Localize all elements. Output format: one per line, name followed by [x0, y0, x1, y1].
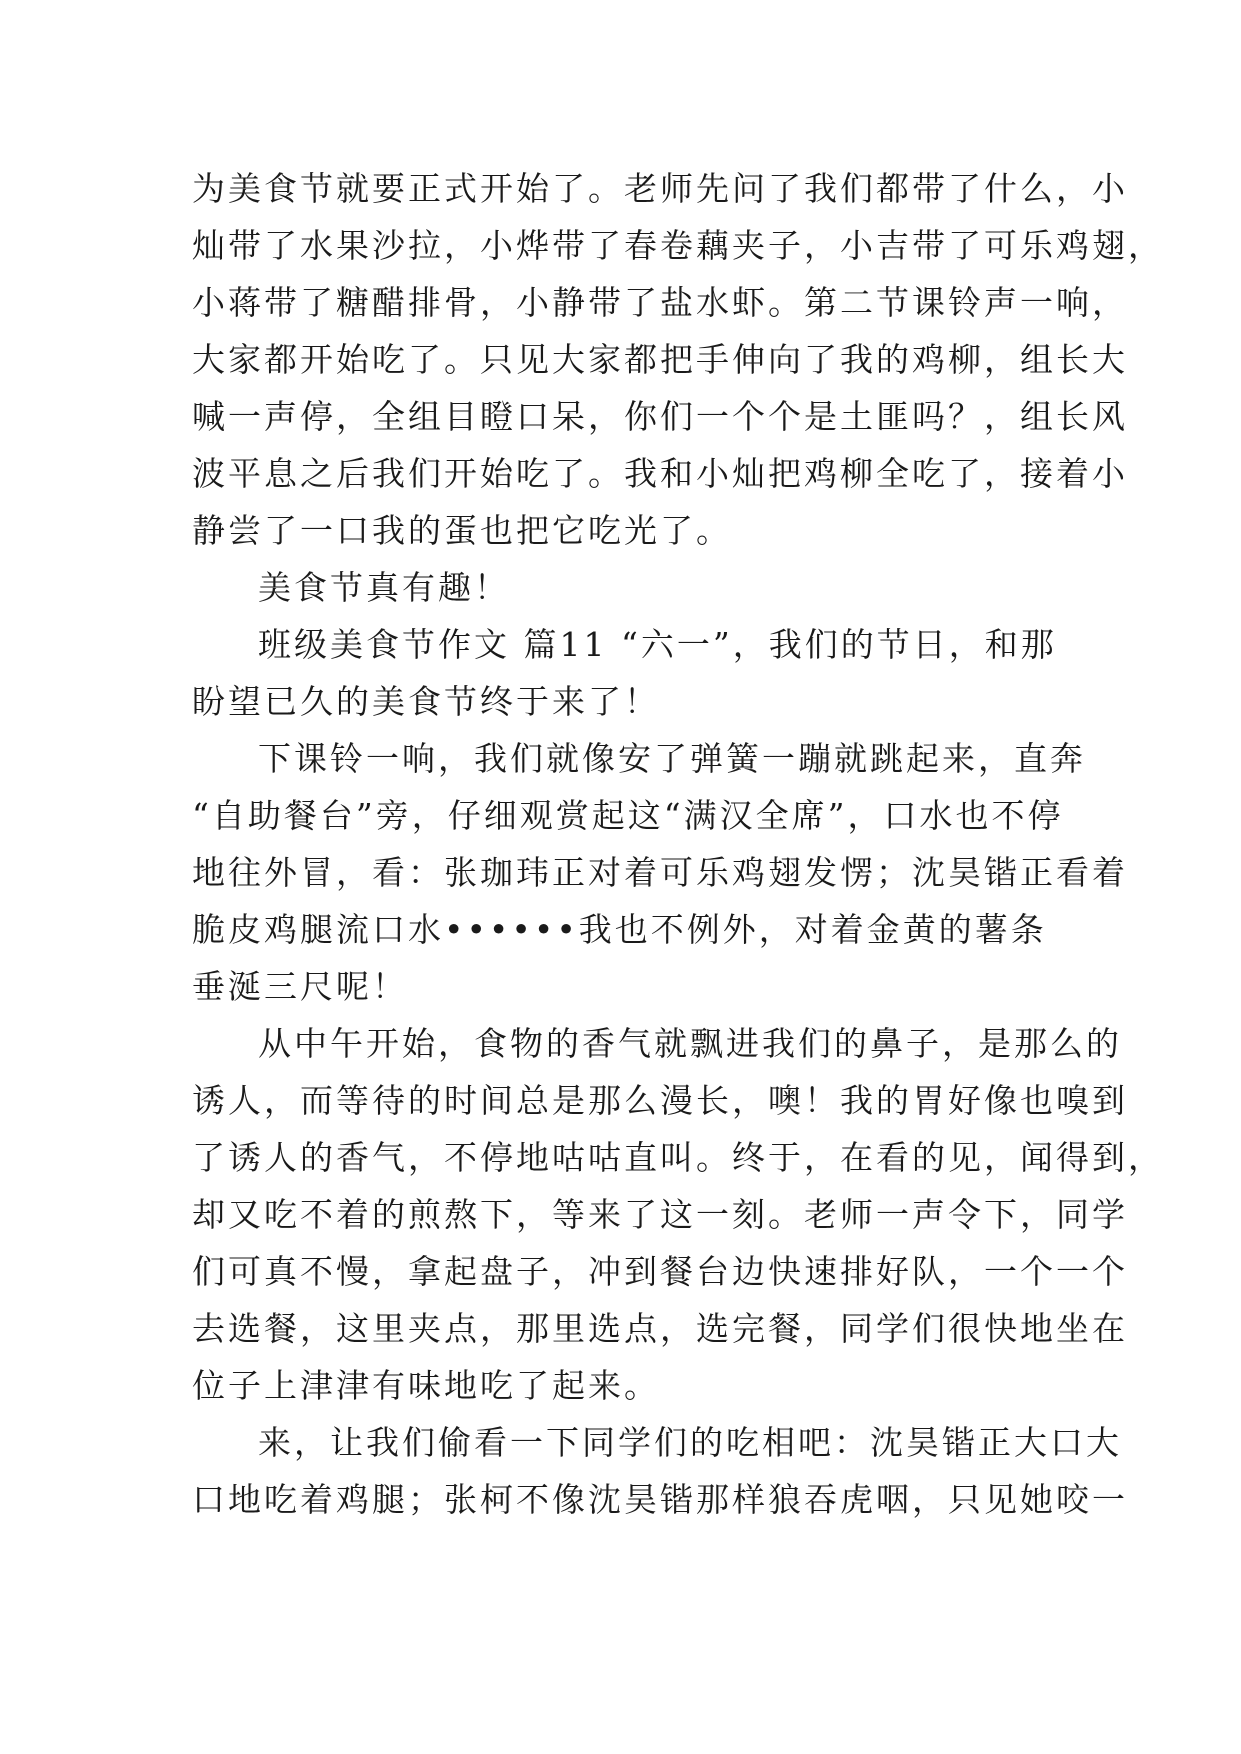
text-line: 大家都开始吃了。只见大家都把手伸向了我的鸡柳，组长大 — [192, 340, 1128, 379]
text-line: 下课铃一响，我们就像安了弹簧一蹦就跳起来，直奔 — [258, 739, 1086, 778]
text-line: 灿带了水果沙拉，小烨带了春卷藕夹子，小吉带了可乐鸡翅， — [192, 226, 1164, 265]
text-line: 地往外冒，看：张珈玮正对着可乐鸡翅发愣；沈昊锴正看着 — [192, 853, 1128, 892]
text-line: “自助餐台”旁，仔细观赏起这“满汉全席”，口水也不停 — [192, 796, 1064, 835]
text-line: 却又吃不着的煎熬下，等来了这一刻。老师一声令下，同学 — [192, 1195, 1128, 1234]
text-line: 为美食节就要正式开始了。老师先问了我们都带了什么，小 — [192, 169, 1128, 208]
text-line: 盼望已久的美食节终于来了！ — [192, 682, 660, 721]
text-line: 脆皮鸡腿流口水••••••我也不例外，对着金黄的薯条 — [192, 910, 1047, 949]
text-line: 波平息之后我们开始吃了。我和小灿把鸡柳全吃了，接着小 — [192, 454, 1128, 493]
section-heading-line: 班级美食节作文 篇11 “六一”，我们的节日，和那 — [258, 625, 1057, 664]
text-line: 美食节真有趣！ — [258, 568, 510, 607]
text-line: 去选餐，这里夹点，那里选点，选完餐，同学们很快地坐在 — [192, 1309, 1128, 1348]
text-line: 喊一声停，全组目瞪口呆，你们一个个是土匪吗？，组长风 — [192, 397, 1128, 436]
text-line: 来，让我们偷看一下同学们的吃相吧：沈昊锴正大口大 — [258, 1423, 1122, 1462]
text-line: 诱人，而等待的时间总是那么漫长，噢！我的胃好像也嗅到 — [192, 1081, 1128, 1120]
text-line: 们可真不慢，拿起盘子，冲到餐台边快速排好队，一个一个 — [192, 1252, 1128, 1291]
essay-body — [192, 160, 1164, 1528]
text-line: 小蒋带了糖醋排骨，小静带了盐水虾。第二节课铃声一响， — [192, 283, 1128, 322]
text-line: 了诱人的香气，不停地咕咕直叫。终于，在看的见，闻得到， — [192, 1138, 1164, 1177]
text-line: 静尝了一口我的蛋也把它吃光了。 — [192, 511, 732, 550]
text-line: 垂涎三尺呢！ — [192, 967, 408, 1006]
text-line: 位子上津津有味地吃了起来。 — [192, 1366, 660, 1405]
text-line: 口地吃着鸡腿；张柯不像沈昊锴那样狼吞虎咽，只见她咬一 — [192, 1480, 1128, 1519]
text-line: 从中午开始，食物的香气就飘进我们的鼻子，是那么的 — [258, 1024, 1122, 1063]
